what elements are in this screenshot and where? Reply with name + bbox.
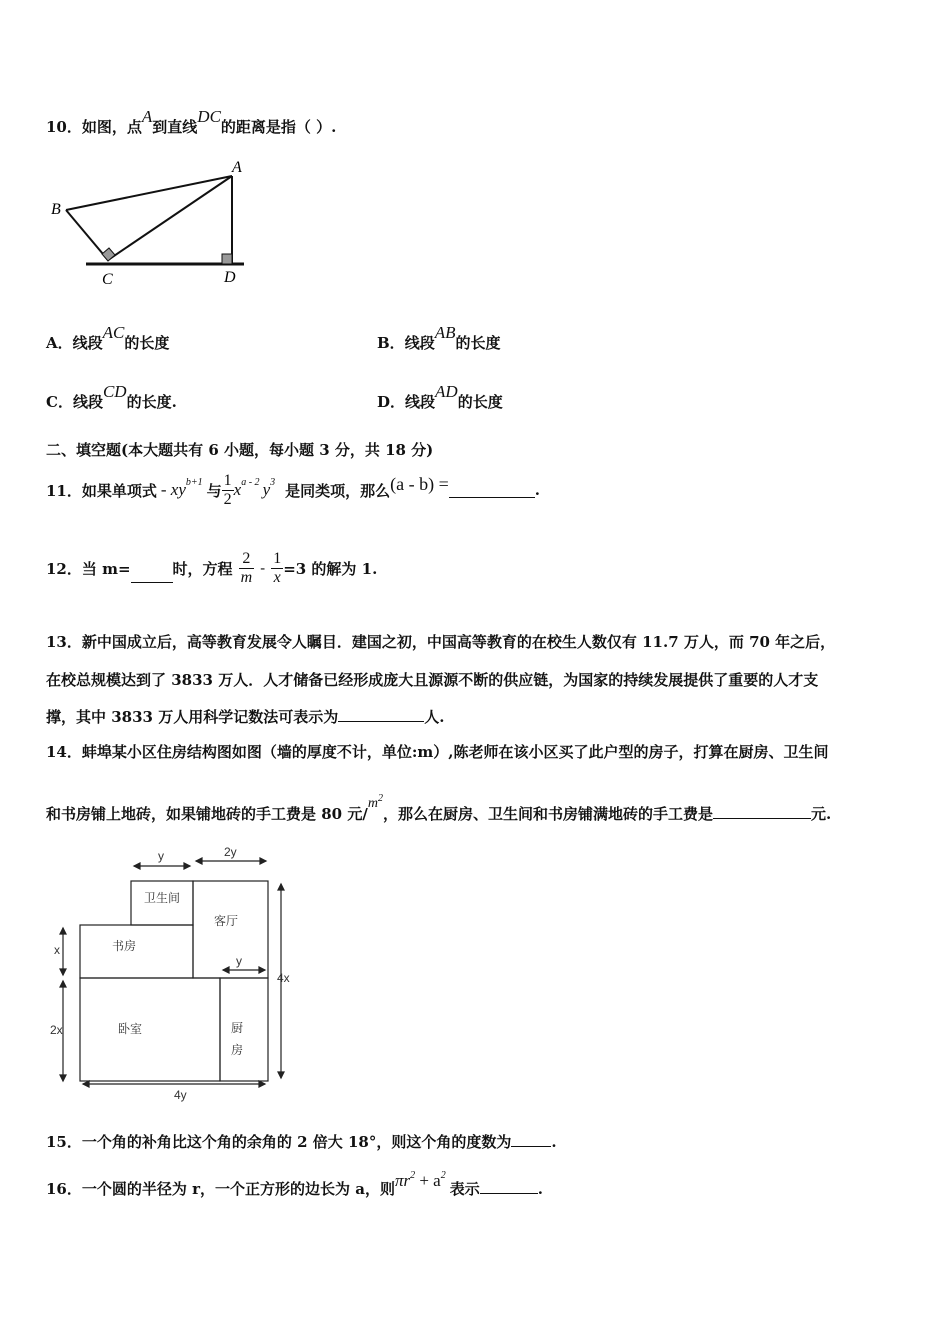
svg-text:房: 房 bbox=[231, 1043, 244, 1057]
q10-line-dc: DC bbox=[197, 107, 221, 126]
q10-option-d[interactable]: D．线段AD的长度 bbox=[377, 382, 503, 411]
right-angle-d bbox=[222, 254, 232, 264]
svg-text:书房: 书房 bbox=[112, 939, 137, 953]
q12-fraction-2: $\frac{1}{x}$ bbox=[273, 549, 282, 586]
svg-text:卫生间: 卫生间 bbox=[144, 891, 181, 905]
q10-option-c[interactable]: C．线段CD的长度. bbox=[46, 382, 177, 411]
q11-fraction: $\frac{1}{2}$ bbox=[223, 471, 232, 508]
q16-expression: πr bbox=[394, 1171, 411, 1190]
q11-expression: (a - b) = bbox=[390, 473, 449, 494]
segment-bc bbox=[66, 210, 108, 260]
room-bedroom bbox=[80, 978, 220, 1081]
right-angle-c bbox=[102, 248, 115, 261]
svg-text:卧室: 卧室 bbox=[118, 1022, 143, 1036]
q11-monomial-1: - xy bbox=[160, 480, 186, 499]
q13-line-1: 13．新中国成立后，高等教育发展令人瞩目．建国之初，中国高等教育的在校生人数仅有 11.7 万人，而 70 年之后， bbox=[46, 633, 836, 651]
q10-stem: 10．如图，点A到直线DC的距离是指（ ）. bbox=[46, 107, 337, 136]
svg-text:2y: 2y bbox=[224, 845, 237, 859]
svg-text:2x: 2x bbox=[50, 1023, 63, 1037]
q12: 12． 当 m= 时，方程 $\frac{2}{m}$ - $\frac{1}{x}$ =3 的解为 1. bbox=[46, 549, 378, 586]
label-d: D bbox=[224, 269, 236, 286]
q13-line-3: 撑，其中 3833 万人用科学记数法可表示为 人. bbox=[46, 708, 445, 726]
q13-line-2: 在校总规模达到了 3833 万人．人才储备已经形成庞大且源源不断的供应链，为国家的持续发展提供了重要的人才支 bbox=[46, 671, 819, 689]
q10-option-b[interactable]: B．线段AB的长度 bbox=[377, 323, 501, 352]
q11-answer-blank[interactable] bbox=[449, 483, 535, 498]
q14-line-1: 14．蚌埠某小区住房结构图如图（墙的厚度不计，单位:m）,陈老师在该小区买了此户型的房子，打算在厨房、卫生间 bbox=[46, 743, 829, 761]
section-heading: 二、填空题(本大题共有 6 小题，每小题 3 分，共 18 分) bbox=[46, 441, 434, 459]
svg-text:4x: 4x bbox=[277, 971, 290, 985]
label-c: C bbox=[102, 271, 113, 288]
svg-text:客厅: 客厅 bbox=[214, 914, 239, 928]
q13-answer-blank[interactable] bbox=[338, 707, 424, 722]
q10-number: 10． bbox=[46, 118, 82, 136]
q14-answer-blank[interactable] bbox=[713, 804, 811, 819]
svg-text:y: y bbox=[158, 849, 164, 863]
q14-floor-plan bbox=[48, 844, 298, 1104]
q10-point-a: A bbox=[141, 107, 153, 126]
label-b: B bbox=[51, 201, 61, 218]
label-a: A bbox=[232, 159, 242, 176]
q16: 16．一个圆的半径为 r，一个正方形的边长为 a，则$\pi r^2 + a^2$表示 . bbox=[46, 1170, 543, 1198]
room-study bbox=[80, 925, 193, 978]
q12-answer-blank[interactable] bbox=[131, 568, 173, 583]
room-kitchen bbox=[220, 978, 268, 1081]
q11: 11． 如果单项式 - xy b+1 与 $\frac{1}{2}$ x a - 2 y 3 是同类项，那么 (a - b) = . bbox=[46, 471, 540, 508]
q16-answer-blank[interactable] bbox=[480, 1179, 538, 1194]
svg-text:y: y bbox=[236, 954, 242, 968]
q14-line-2: 和书房铺上地砖，如果铺地砖的手工费是 80 元$/m^2$，那么在厨房、卫生间和书房铺满地砖的手工费是 元. bbox=[46, 793, 832, 823]
q15-answer-blank[interactable] bbox=[511, 1132, 551, 1147]
svg-text:x: x bbox=[54, 943, 60, 957]
q10-option-a[interactable]: A．线段AC的长度 bbox=[46, 323, 170, 352]
svg-text:厨: 厨 bbox=[231, 1021, 244, 1035]
q12-fraction-1: $\frac{2}{m}$ bbox=[240, 549, 253, 586]
q15: 15．一个角的补角比这个角的余角的 2 倍大 18°，则这个角的度数为 . bbox=[46, 1133, 557, 1151]
svg-text:4y: 4y bbox=[174, 1088, 187, 1102]
room-living bbox=[193, 881, 268, 978]
q10-triangle-figure bbox=[46, 156, 246, 286]
